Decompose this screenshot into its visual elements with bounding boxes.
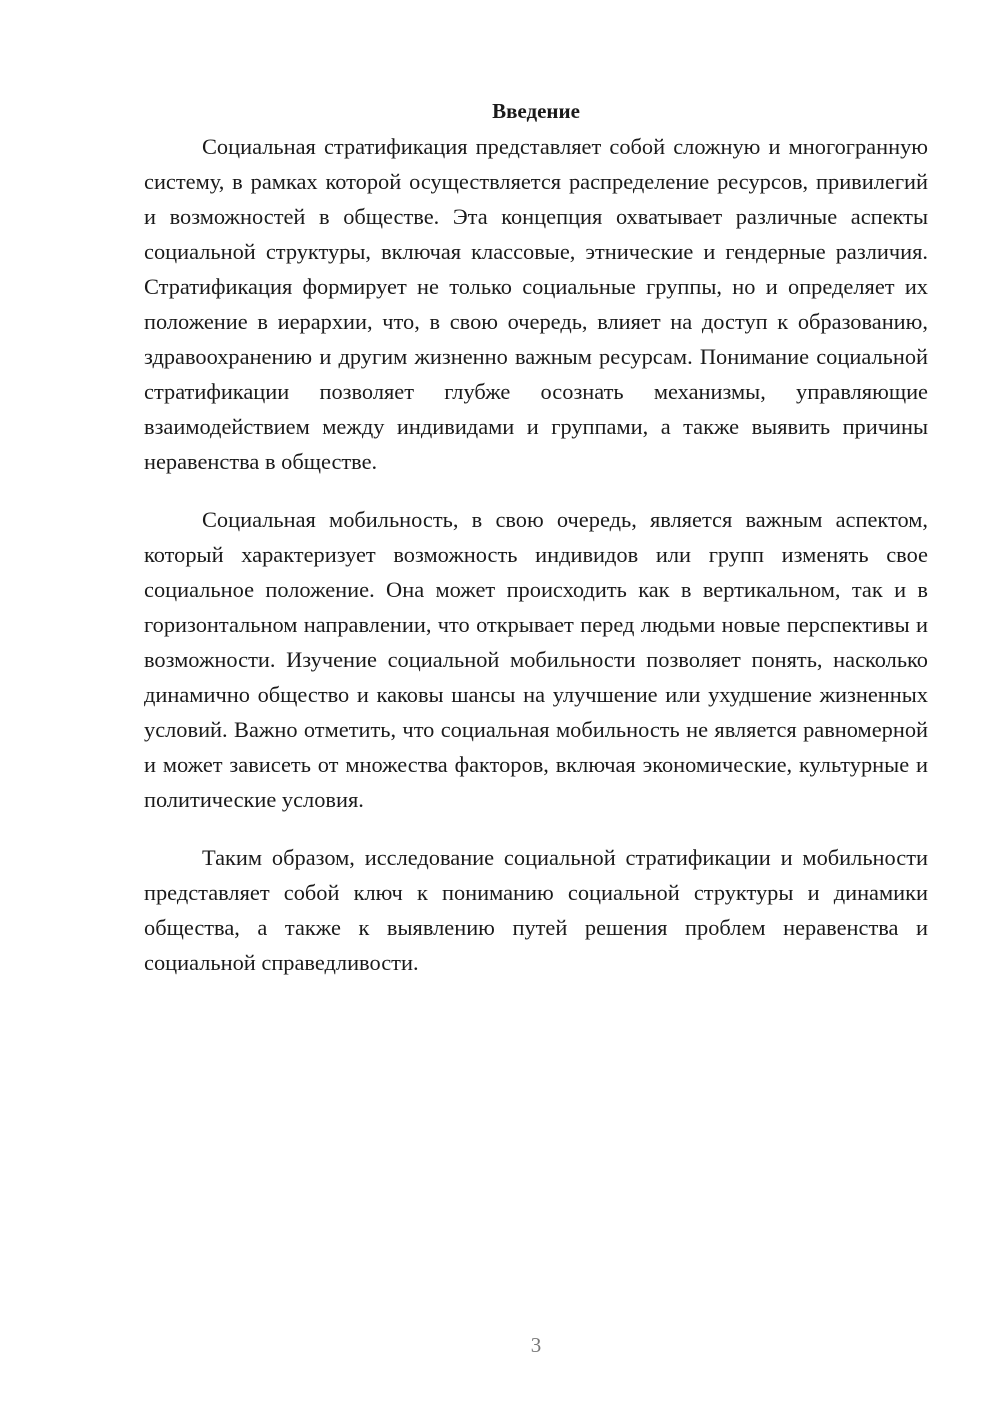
paragraph-stratification: Социальная стратификация представляет собой сложную и многогранную систему, в рамках которой осуществляется распределение ресурсов, привилегий и возможностей в обществе. Эта концепция охватывает различные аспекты социальной структуры, включая классовые, этнические и гендерные различия. Стратификация формирует не только социальные группы, но и определяет их положение в иерархии, что, в свою очередь, влияет на доступ к образованию, здравоохранению и другим жизненно важным ресурсам. Понимание социальной стратификации позволяет глубже осознать механизмы, управляющие взаимодействием между индивидами и группами, а также выявить причины неравенства в обществе. — [144, 134, 928, 474]
paragraph-mobility: Социальная мобильность, в свою очередь, является важным аспектом, который характеризует возможность индивидов или групп изменять свое социальное положение. Она может происходить как в вертикальном, так и в горизонтальном направлении, что открывает перед людьми новые перспективы и возможности. Изучение социальной мобильности позволяет понять, насколько динамично общество и каковы шансы на улучшение или ухудшение жизненных условий. Важно отметить, что социальная мобильность не является равномерной и может зависеть от множества факторов, включая экономические, культурные и политические условия. — [144, 507, 928, 812]
paragraph-conclusion: Таким образом, исследование социальной стратификации и мобильности представляет собой ключ к пониманию социальной структуры и динамики общества, а также к выявлению путей решения проблем неравенства и социальной справедливости. — [144, 845, 928, 975]
section-title: Введение — [492, 99, 580, 123]
page-number: 3 — [530, 1333, 542, 1357]
page-content — [144, 94, 928, 980]
